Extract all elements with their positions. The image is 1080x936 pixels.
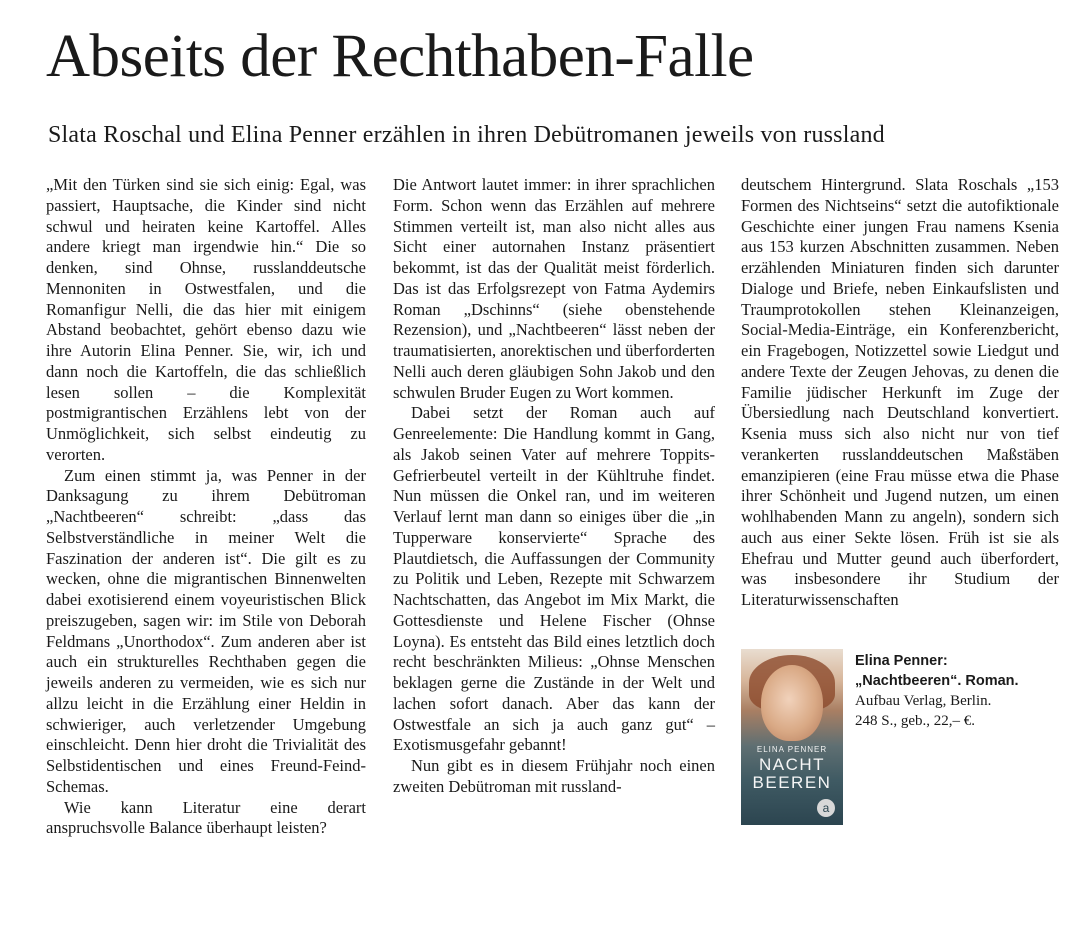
book-info-box xyxy=(741,649,1077,827)
book-cover-image xyxy=(741,649,843,825)
book-author: Elina Penner: xyxy=(855,653,948,669)
book-title: „Nachtbeeren“. Roman. xyxy=(855,673,1019,689)
publisher-logo-icon: a xyxy=(817,799,835,817)
book-details-line: 248 S., geb., 22,– €. xyxy=(855,713,975,729)
text-column-1 xyxy=(46,175,366,839)
paragraph: Zum einen stimmt ja, was Penner in der Danksagung zu ihrem Debütroman „Nachtbeeren“ schreibt: „dass das Selbstverständliche in meiner Welt die Faszination der anderen ist“. Die gilt es zu wecken, ohne die migrantischen Binnenwelten dabei exotisierend einem voyeuristischen Blick preiszugeben, sagen wir: im Stile von Deborah Feldmans „Unorthodox“. Zum anderen aber ist auch ein strukturelles Rechthaben gegen die jeweils anderen zu vermeiden, wie es sich nur allzu leicht in die Erzählung einer Heldin in schwieriger, auch verletzender Umgebung einschleicht. Denn hier droht die Trivialität des Selbstidentischen und eines Freund-Feind-Schemas. xyxy=(46,465,366,796)
text-column-2 xyxy=(393,175,715,798)
paragraph: „Mit den Türken sind sie sich einig: Egal, was passiert, Hauptsache, die Kinder sind nicht schwul und heiraten keine Kartoffel. Alles andere kriegt man irgendwie hin.“ Die so denken, sind Ohnse, russlanddeutsche Mennoniten in Ostwestfalen, und die Romanfigur Nelli, die das hier mit einigem Abstand beobachtet, gehört ebenso dazu wie ihre Autorin Elina Penner. Sie, wir, ich und dann noch die Kartoffeln, die das schließlich lesen sollen – die Komplexität postmigrantischen Erzählens lebt von der Unmöglichkeit, sich selbst eindeutig zu verorten. xyxy=(46,175,366,464)
paragraph: Wie kann Literatur eine derart anspruchsvolle Balance überhaupt leisten? xyxy=(46,797,366,838)
cover-title-line: BEEREN xyxy=(752,773,832,792)
cover-title xyxy=(741,756,843,792)
cover-title-line: NACHT xyxy=(758,755,826,774)
book-details xyxy=(855,651,1075,731)
book-publisher: Aufbau Verlag, Berlin. xyxy=(855,693,992,709)
paragraph: Nun gibt es in diesem Frühjahr noch einen zweiten Debütroman mit russland- xyxy=(393,756,715,796)
paragraph: deutschem Hintergrund. Slata Roschals „153 Formen des Nichtseins“ setzt die autofiktionale Geschichte einer jungen Frau namens Ksenia aus 153 kurzen Abschnitten zusammen. Neben erzählenden Miniaturen finden sich darunter Dialoge und Briefe, neben Einkaufslisten und Traumprotokollen stehen Kleinanzeigen, Social-Media-Einträge, ein Konferenzbericht, ein Fragebogen, Notizzettel sowie Liedgut und andere Texte der Zeugen Jehovas, zu denen die Familie jüdischer Herkunft im Zuge der Übersiedlung nach Deutschland konvertiert. Ksenia muss sich also nicht nur von tief verankerten russlanddeutschen Maßstäben emanzipieren (eine Frau müsse etwa die Phase ihrer Schönheit und Jugend nutzen, um einen wohlhabenden Mann zu angeln), sondern sich auch aus einer Sekte lösen. Früh ist sie als Ehefrau und Mutter geund auch überfordert, was insbesondere ihr Studium der Literaturwissenschaften xyxy=(741,175,1059,609)
text-column-3 xyxy=(741,175,1059,611)
paragraph: Dabei setzt der Roman auch auf Genreelemente: Die Handlung kommt in Gang, als Jakob seinen Vater auf mehrere Toppits-Gefrierbeutel verteilt in der Kühltruhe findet. Nun müssen die Onkel ran, und im weiteren Verlauf lernt man dann so einiges über die „in Tupperware konservierte“ Sprache des Plautdietsch, die Auffassungen der Community zu Politik und Leben, Rezepte mit Schwarzem Nachtschatten, das Angebot im Mix Markt, die Gottesdienste und Helene Fischer (Ohnse Loyna). Es entsteht das Bild eines letztlich doch recht beschränkten Milieus: „Ohnse Menschen beklagen gerne die Zustände in der Welt und lachen sofort danach. Aber das kann der Ostwestfale an sich ja auch ganz gut“ – Exotismusgefahr gebannt! xyxy=(393,403,715,755)
article-headline: Abseits der Rechthaben-Falle xyxy=(46,23,754,90)
paragraph: Die Antwort lautet immer: in ihrer sprachlichen Form. Schon wenn das Erzählen auf mehrere Stimmen verteilt ist, man also nicht alles aus Sicht einer autornahen Instanz präsentiert bekommt, ist das der Qualität meist förderlich. Das ist das Erfolgsrezept von Fatma Aydemirs Roman „Dschinns“ (siehe obenstehende Rezension), und „Nachtbeeren“ lässt neben der traumatisierten, anorektischen und überforderten Nelli auch deren gläubigen Sohn Jakob und den schwulen Bruder Eugen zu Wort kommen. xyxy=(393,175,715,402)
cover-portrait-graphic xyxy=(761,665,823,741)
article-subheadline: Slata Roschal und Elina Penner erzählen in ihren Debütromanen jeweils von russland xyxy=(48,122,885,148)
cover-author: ELINA PENNER xyxy=(756,745,828,754)
